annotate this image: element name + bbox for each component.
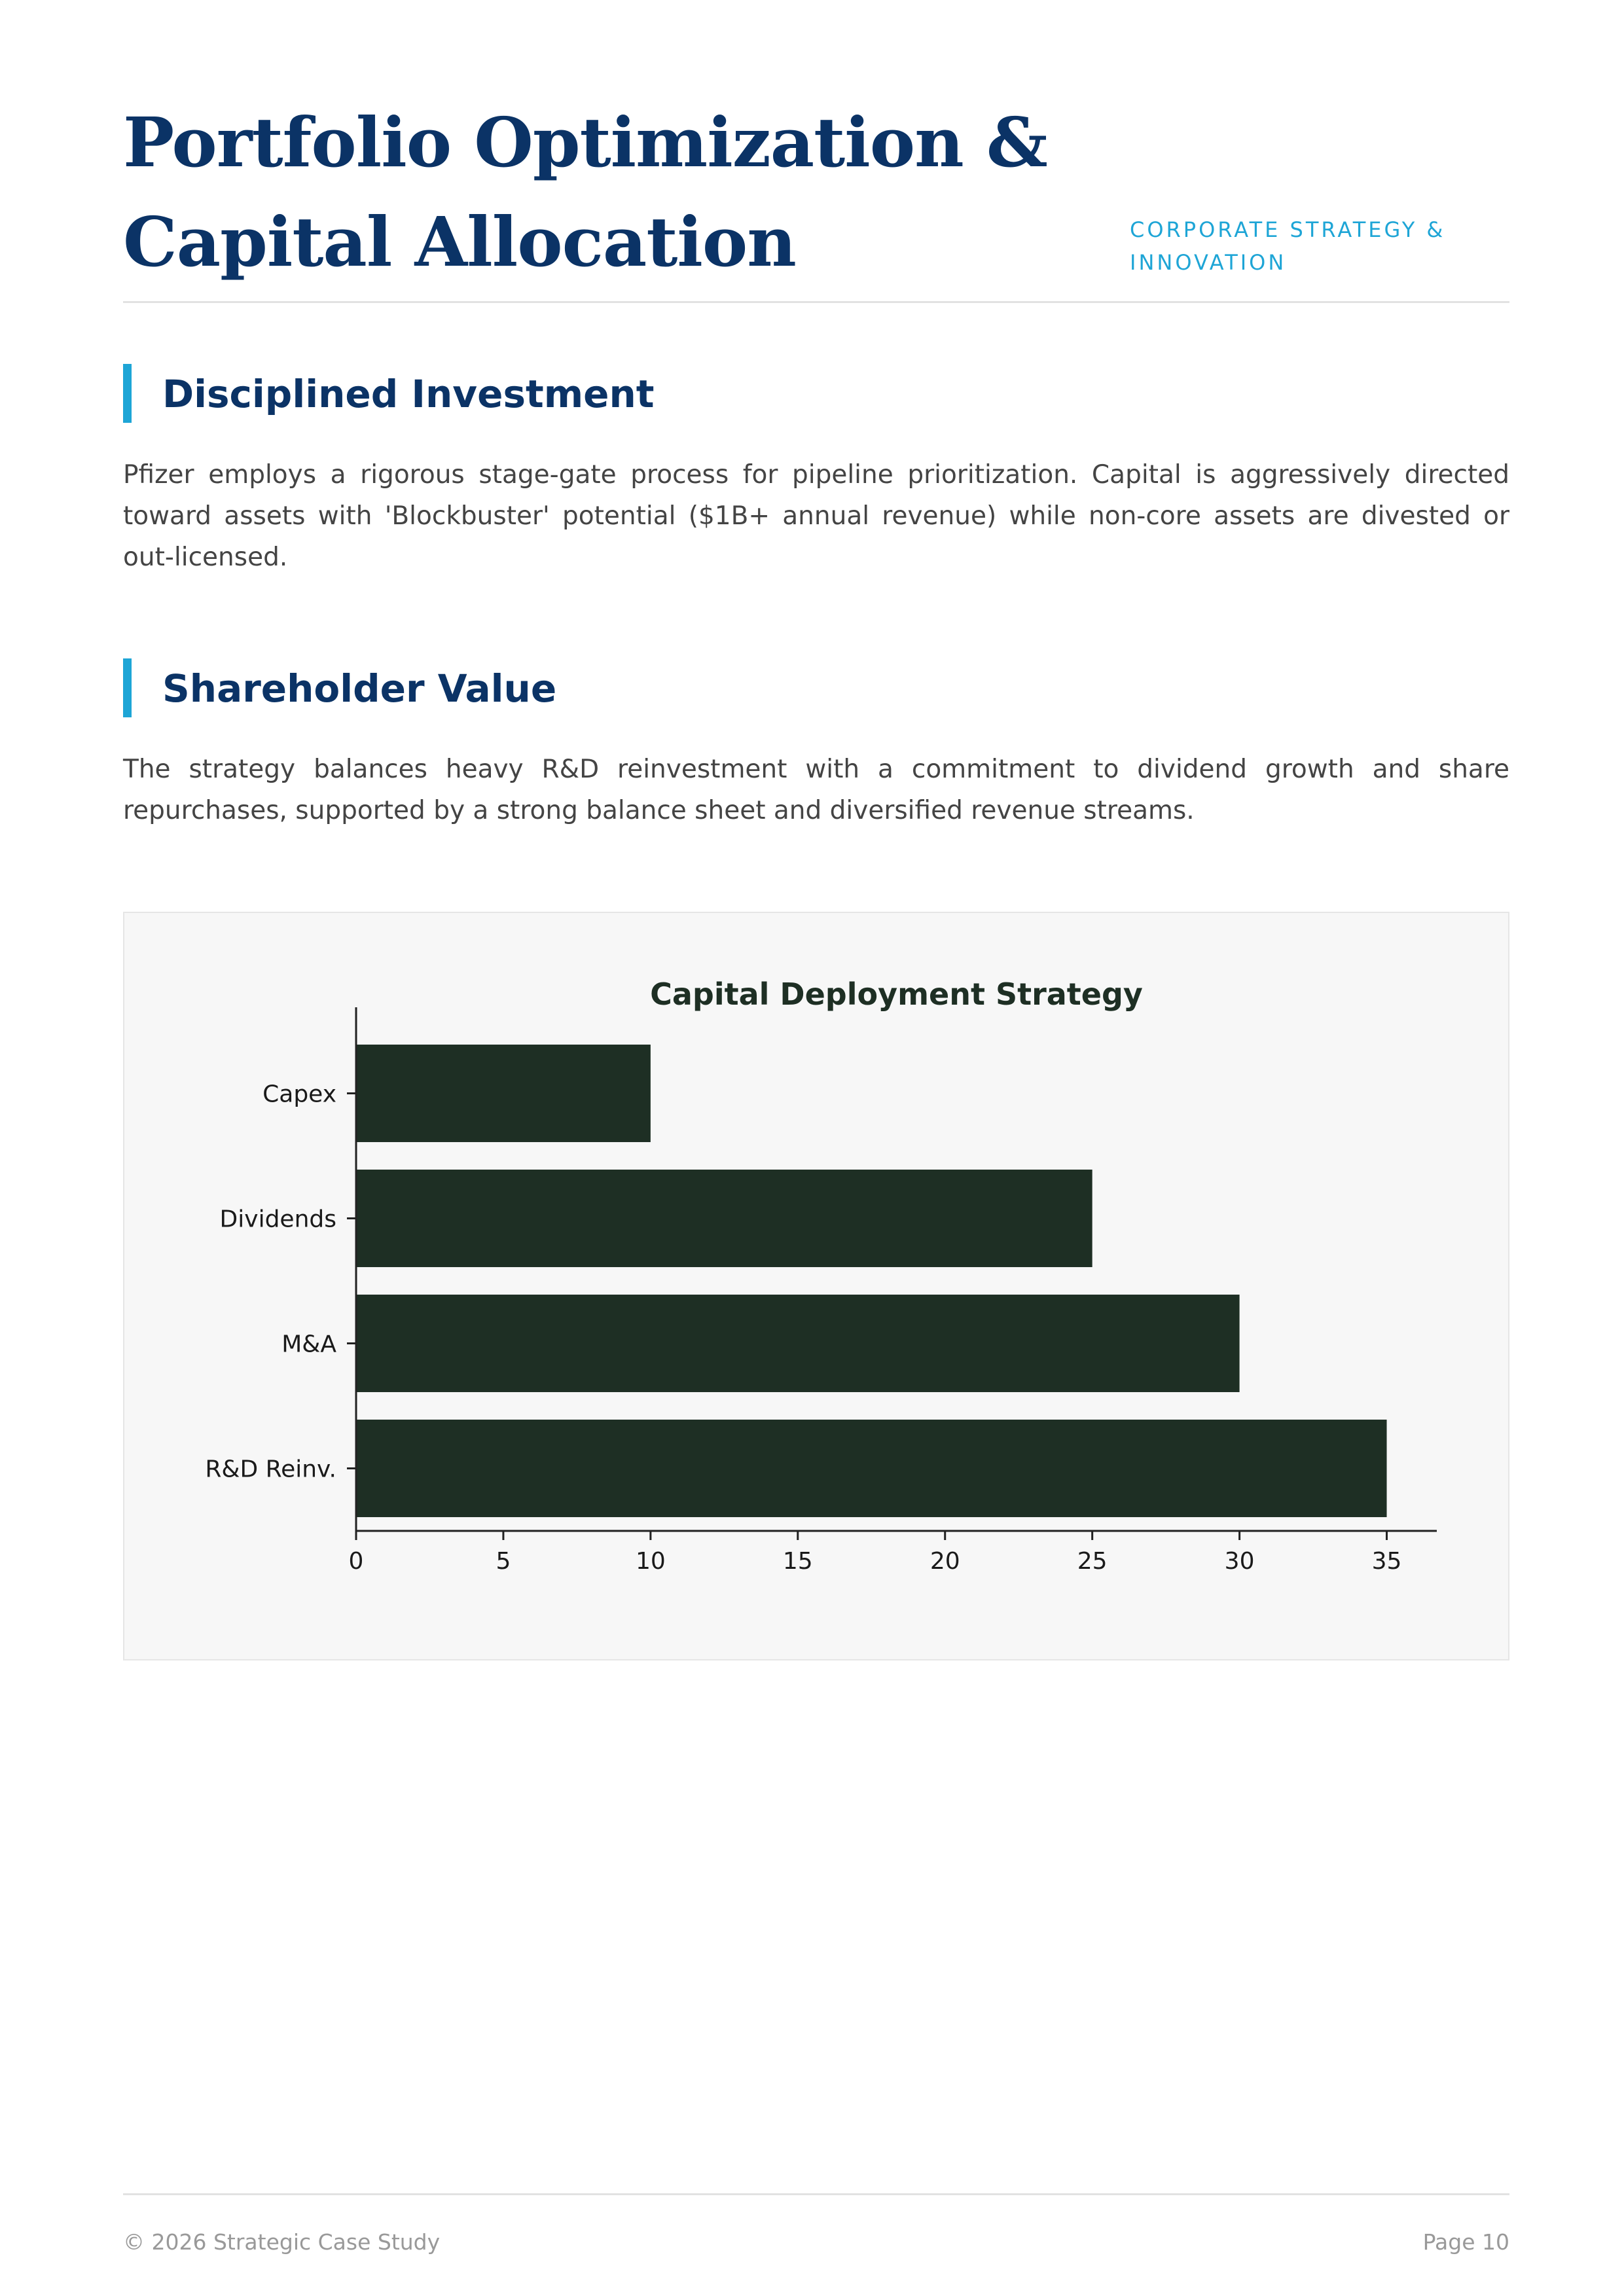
section-body: Pfizer employs a rigorous stage-gate process for pipeline prioritization. Capital is aggressively directed toward assets with 'Blockbuster' potential ($1B+ annual revenue) while non-core assets are divested or out-licensed. xyxy=(123,460,1509,572)
chart-x-tick-label: 0 xyxy=(348,1548,364,1575)
page-title: Portfolio Optimization & Capital Allocation xyxy=(123,102,1047,282)
chart-x-tick-label: 30 xyxy=(1224,1548,1255,1575)
chart-bar xyxy=(356,1295,1240,1392)
footer-page-number: Page 10 xyxy=(1422,2229,1509,2255)
section-shareholder-value xyxy=(123,658,1509,831)
chart-container xyxy=(123,912,1509,1660)
page-footer xyxy=(123,2193,1509,2255)
page-subtitle: CORPORATE STRATEGY & INNOVATION xyxy=(1130,217,1446,275)
chart-y-tick-label: Capex xyxy=(262,1081,336,1108)
section-title: Shareholder Value xyxy=(162,666,557,711)
chart-x-tick-label: 15 xyxy=(782,1548,813,1575)
section-body: The strategy balances heavy R&D reinvestment with a commitment to dividend growth and share repurchases, supported by a strong balance sheet and diversified revenue streams. xyxy=(123,755,1509,825)
chart-y-tick-label: Dividends xyxy=(219,1206,336,1233)
section-accent-bar xyxy=(123,364,132,423)
capital-deployment-chart xyxy=(124,913,1508,1659)
chart-y-tick-label: M&A xyxy=(281,1331,336,1358)
section-heading xyxy=(123,364,1509,423)
chart-bar xyxy=(356,1045,651,1142)
page-header xyxy=(123,85,1509,303)
section-title: Disciplined Investment xyxy=(162,372,655,416)
page xyxy=(123,0,1509,2296)
chart-title: Capital Deployment Strategy xyxy=(650,977,1143,1012)
footer-copyright: © 2026 Strategic Case Study xyxy=(123,2229,441,2255)
chart-bar xyxy=(356,1170,1092,1267)
chart-x-tick-label: 5 xyxy=(496,1548,511,1575)
chart-x-tick-label: 20 xyxy=(929,1548,960,1575)
chart-x-tick-label: 25 xyxy=(1077,1548,1108,1575)
chart-bar xyxy=(356,1420,1387,1517)
section-disciplined-investment xyxy=(123,364,1509,578)
chart-x-tick-label: 35 xyxy=(1371,1548,1402,1575)
section-heading xyxy=(123,658,1509,717)
section-accent-bar xyxy=(123,658,132,717)
chart-x-tick-label: 10 xyxy=(635,1548,666,1575)
chart-y-tick-label: R&D Reinv. xyxy=(205,1456,336,1483)
